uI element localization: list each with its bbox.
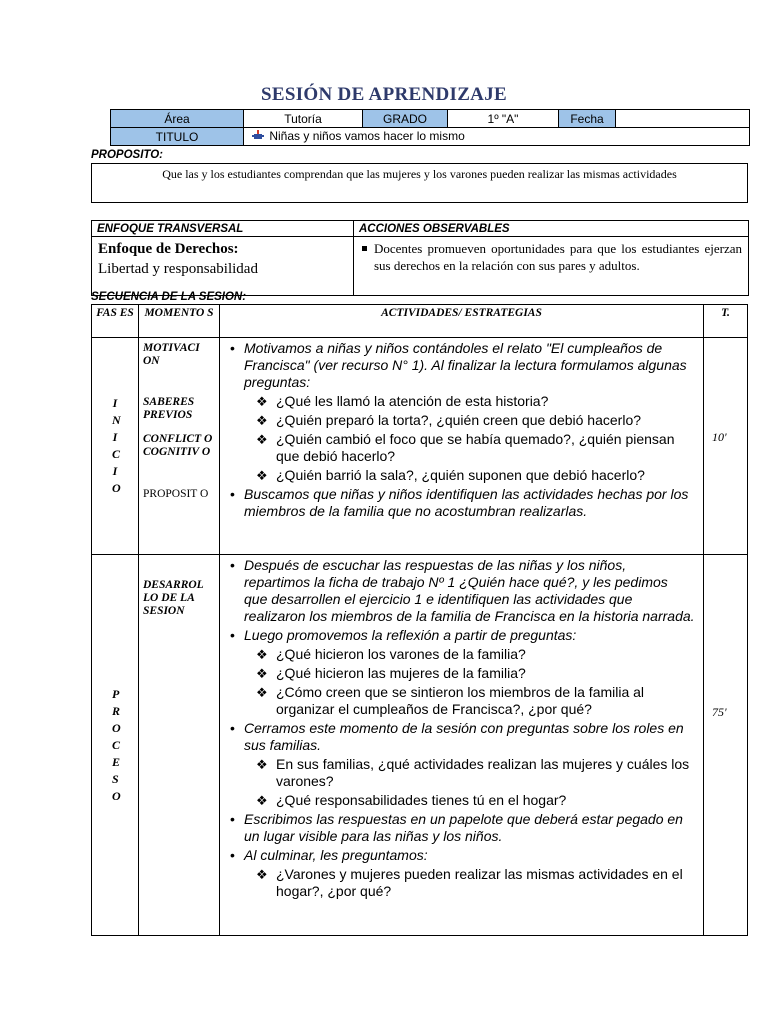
col-actividades: ACTIVIDADES/ ESTRATEGIAS (220, 305, 704, 338)
diamond-bullet-icon: ❖ (256, 468, 268, 483)
momento-desarrollo: DESARROL LO DE LA SESION (143, 579, 204, 617)
fase-inicio (92, 338, 139, 555)
inicio-question-4: ❖ ¿Quién barrió la sala?, ¿quién suponen que debió hacerlo? (256, 467, 645, 483)
grado-label: GRADO (363, 110, 448, 128)
enfoque-name: Enfoque de Derechos: (98, 241, 239, 257)
actividades-inicio (220, 338, 704, 555)
inicio-bullet-2: • Buscamos que niñas y niños identifiquen las actividades hechas por los miembros de la familia que no acostumbran realizarlas. (228, 486, 695, 520)
momento-proposito: PROPOSIT O (143, 488, 209, 500)
proceso-question-1: ❖ ¿Qué hicieron los varones de la familia? (256, 646, 526, 662)
momento-saberes: SABERES PREVIOS (143, 396, 195, 421)
area-value: Tutoría (244, 110, 363, 128)
header-table (110, 109, 750, 146)
fase-inicio-label: INICIO (112, 396, 121, 495)
diamond-bullet-icon: ❖ (256, 413, 268, 428)
grado-value: 1º "A" (448, 110, 559, 128)
diamond-bullet-icon: ❖ (256, 793, 268, 808)
proceso-question-3: ❖ ¿Cómo creen que se sintieron los miembros de la familia al organizar el cumpleaños de Francisca?, ¿por qué? (256, 684, 645, 717)
enfoque-table (91, 220, 749, 296)
momentos-proceso (139, 555, 220, 936)
fecha-value (616, 110, 750, 128)
proceso-question-2: ❖ ¿Qué hicieron las mujeres de la familia? (256, 665, 526, 681)
page-title: SESIÓN DE APRENDIZAJE (261, 84, 507, 105)
diamond-bullet-icon: ❖ (256, 394, 268, 409)
proceso-bullet-1: • Después de escuchar las respuestas de las niñas y los niños, repartimos la ficha de trabajo Nº 1 ¿Quién hace qué?, y les pedimos que desarrollen el ejercicio 1 e identifiquen las actividades que realizaron los miembros de la familia de Francisca en la historia narrada. (228, 557, 695, 625)
proceso-question-6: ❖ ¿Varones y mujeres pueden realizar las mismas actividades en el hogar?, ¿por qué? (256, 866, 683, 899)
secuencia-table (91, 304, 748, 936)
proceso-question-5: ❖ ¿Qué responsabilidades tienes tú en el hogar? (256, 792, 567, 808)
titulo-label: TITULO (111, 128, 244, 146)
diamond-bullet-icon: ❖ (256, 647, 268, 662)
enfoque-cell (92, 237, 354, 296)
proceso-bullet-3: • Cerramos este momento de la sesión con preguntas sobre los roles en sus familias. (228, 720, 695, 754)
inicio-bullet-1: • Motivamos a niñas y niños contándoles el relato "El cumpleaños de Francisca" (ver recurso N° 1). Al finalizar la lectura formulamos algunas preguntas: (228, 340, 695, 391)
inicio-question-2: ❖ ¿Quién preparó la torta?, ¿quién creen que debió hacerlo? (256, 412, 642, 428)
inicio-question-1: ❖ ¿Qué les llamó la atención de esta historia? (256, 393, 549, 409)
proceso-bullet-2: • Luego promovemos la reflexión a partir de preguntas: (228, 627, 695, 644)
diamond-bullet-icon: ❖ (256, 432, 268, 447)
proceso-question-4: ❖ En sus familias, ¿qué actividades realizan las mujeres y cuáles los varones? (256, 756, 690, 789)
titulo-cell (244, 128, 750, 146)
diamond-bullet-icon: ❖ (256, 685, 268, 700)
secuencia-label: SECUENCIA DE LA SESION: (91, 291, 247, 303)
time-proceso: 75' (704, 555, 748, 936)
enfoque-header: ENFOQUE TRANSVERSAL (92, 221, 354, 237)
proposito-label: PROPOSITO: (91, 149, 163, 161)
fase-proceso-label: PROCESO (112, 686, 121, 803)
enfoque-action: Docentes promueven oportunidades para que los estudiantes ejerzan sus derechos en la relación con sus pares y adultos. (374, 241, 742, 273)
proposito-text: Que las y los estudiantes comprendan que las mujeres y los varones pueden realizar las mismas actividades (91, 163, 748, 203)
momento-conflicto: CONFLICT O COGNITIV O (143, 433, 213, 458)
col-fases: FAS ES (92, 305, 139, 338)
acciones-header: ACCIONES OBSERVABLES (354, 221, 749, 237)
fase-proceso (92, 555, 139, 936)
diamond-bullet-icon: ❖ (256, 666, 268, 681)
diamond-bullet-icon: ❖ (256, 867, 268, 882)
proceso-bullet-4: • Escribimos las respuestas en un papelote que deberá estar pegado en un lugar visible para las niñas y los niños. (228, 811, 695, 845)
fecha-label: Fecha (559, 110, 616, 128)
momentos-inicio (139, 338, 220, 555)
acciones-cell (354, 237, 749, 296)
square-bullet-icon (362, 246, 367, 251)
momento-motivacion: MOTIVACI ON (143, 342, 200, 367)
time-inicio: 10' (704, 338, 748, 555)
area-label: Área (111, 110, 244, 128)
diamond-bullet-icon: ❖ (256, 757, 268, 772)
enfoque-value: Libertad y responsabilidad (98, 261, 258, 277)
col-t: T. (704, 305, 748, 338)
titulo-value: Niñas y niños vamos hacer lo mismo (269, 129, 465, 144)
col-momentos: MOMENTO S (139, 305, 220, 338)
pointer-hand-icon (252, 130, 266, 144)
proceso-bullet-5: • Al culminar, les preguntamos: (228, 847, 695, 864)
inicio-question-3: ❖ ¿Quién cambió el foco que se había quemado?, ¿quién piensan que debió hacerlo? (256, 431, 675, 464)
actividades-proceso (220, 555, 704, 936)
